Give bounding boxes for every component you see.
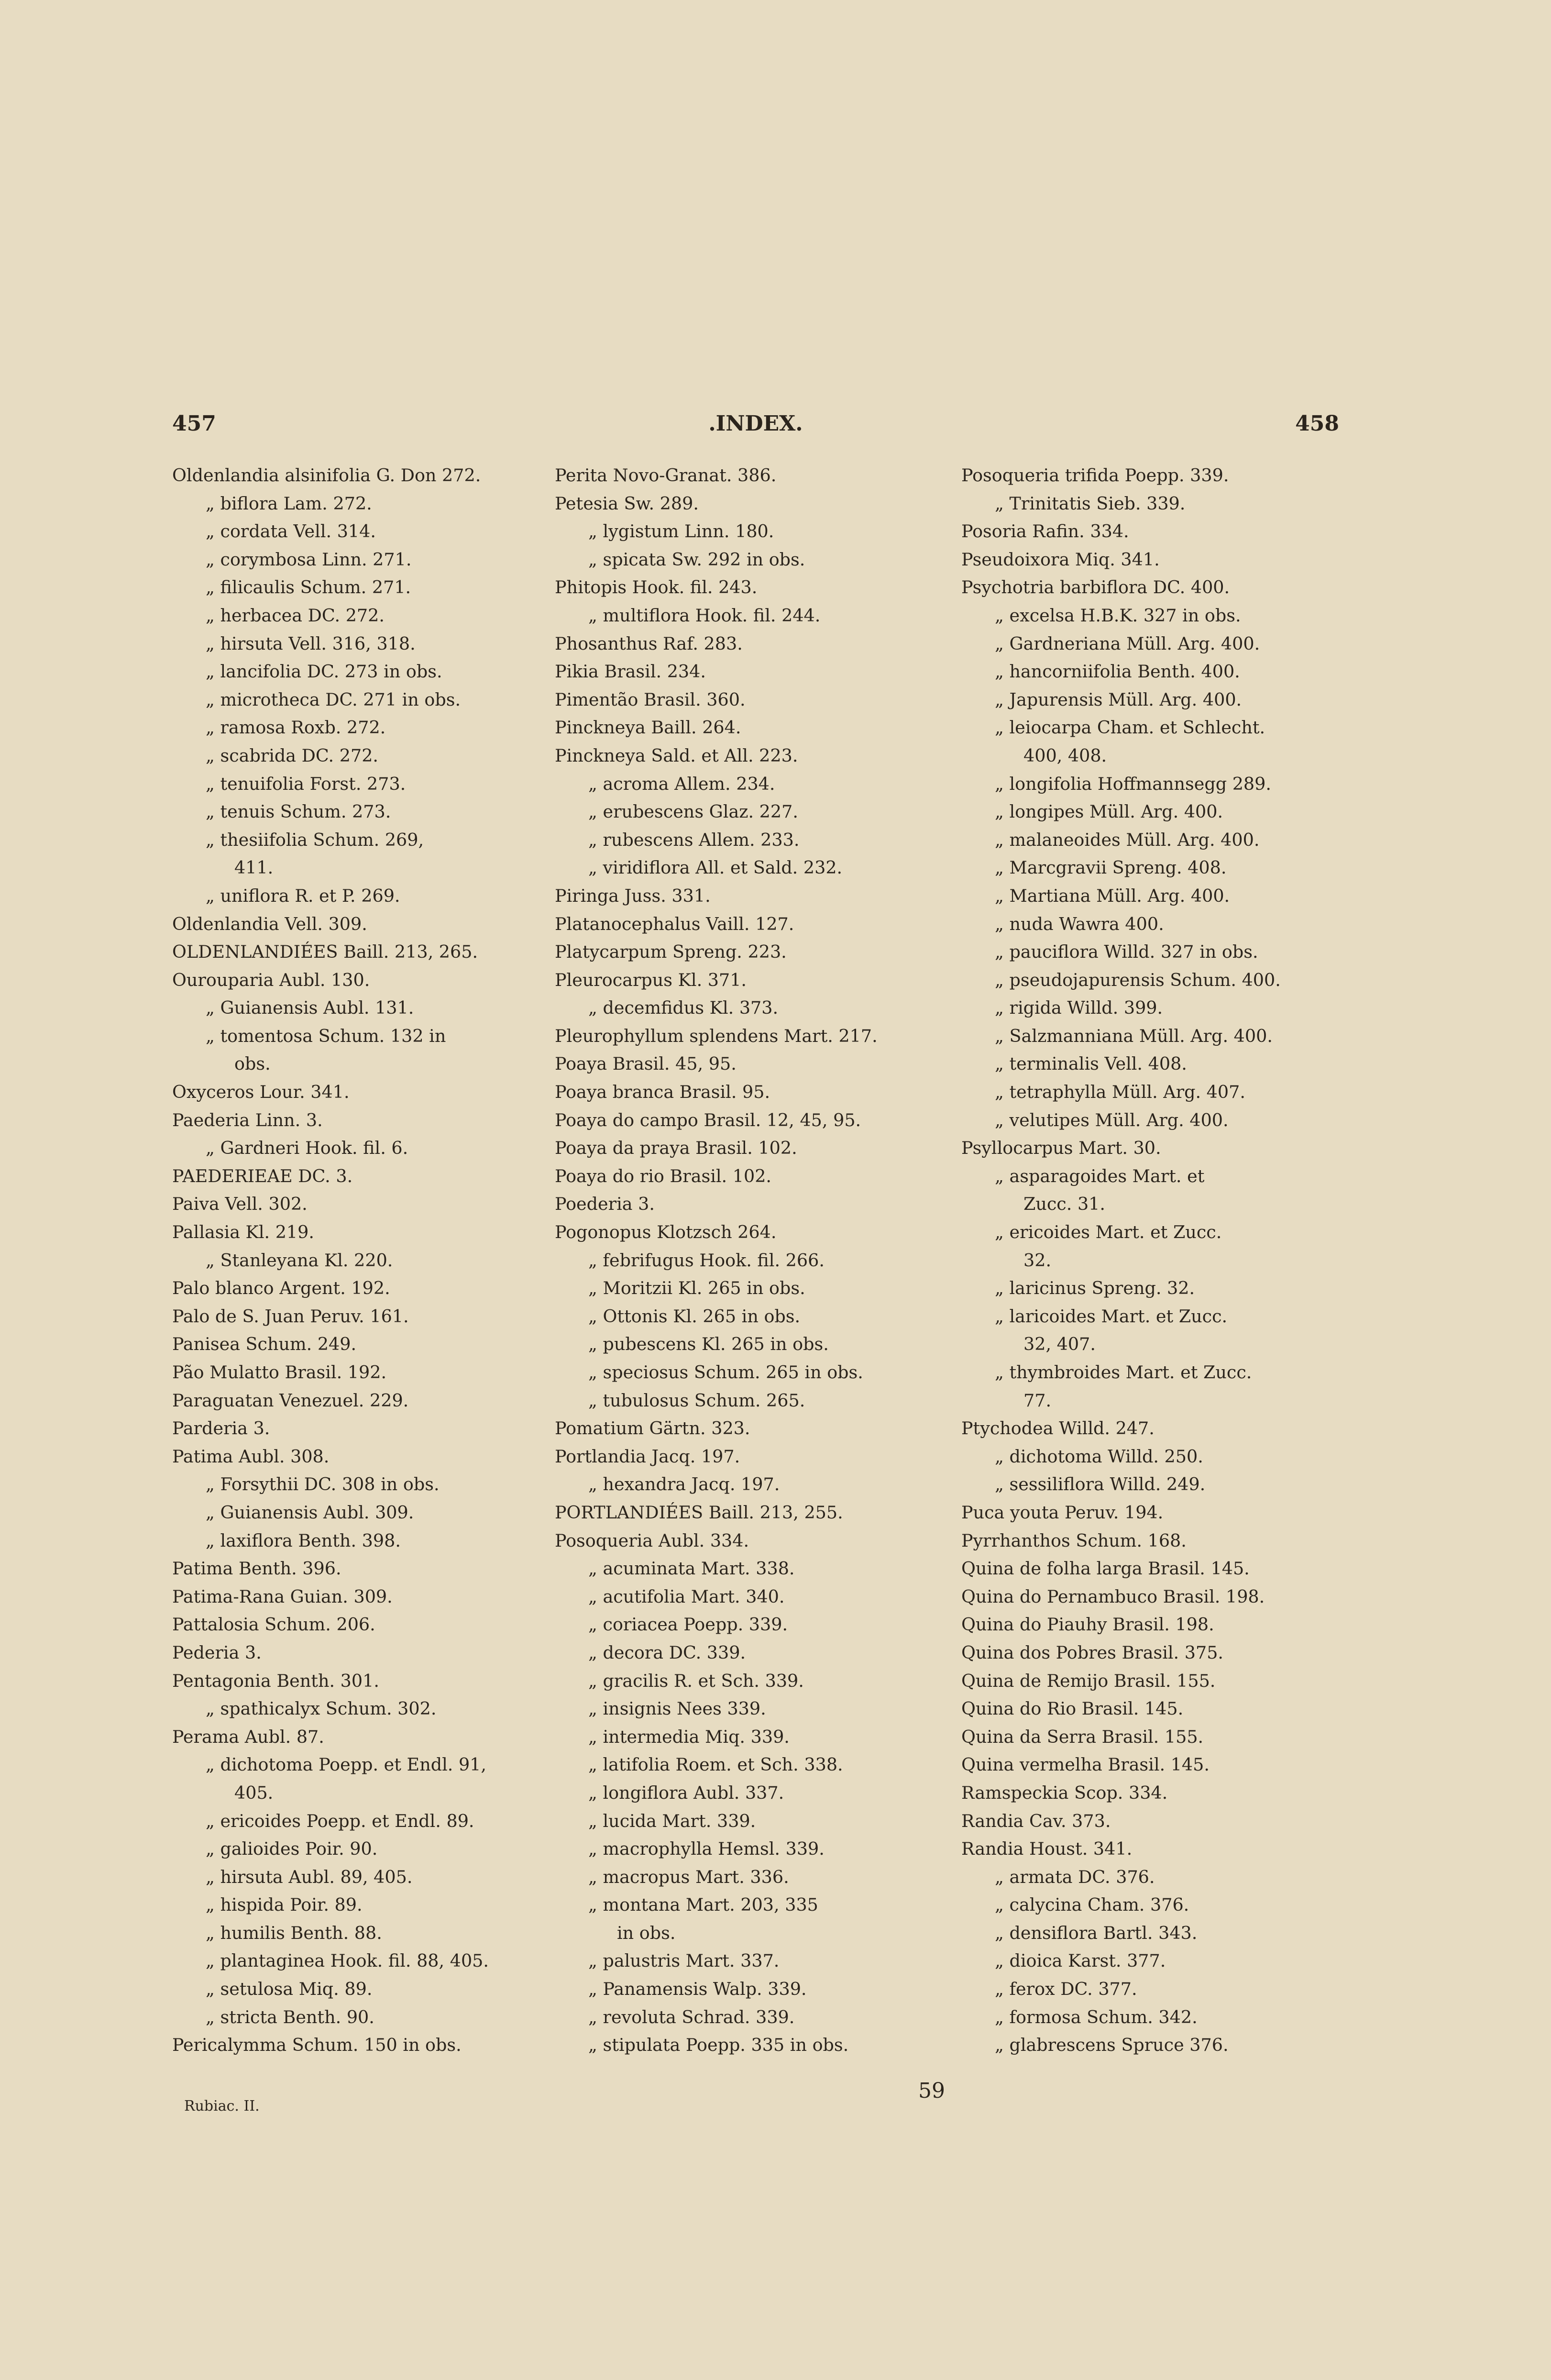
index-entry: „ multiflora Hook. fil. 244. <box>588 605 821 626</box>
index-entry: Phosanthus Raf. 283. <box>555 633 743 654</box>
index-entry: Quina da Serra Brasil. 155. <box>961 1726 1204 1747</box>
index-entry: Randia Houst. 341. <box>961 1838 1133 1860</box>
left-page-number: 457 <box>172 411 216 436</box>
index-entry: 32, 407. <box>1023 1334 1096 1355</box>
index-entry: „ lygistum Linn. 180. <box>588 521 774 542</box>
index-entry: „ scabrida DC. 272. <box>206 745 379 766</box>
index-entry: „ microtheca DC. 271 in obs. <box>206 689 461 710</box>
index-entry: „ Salzmanniana Müll. Arg. 400. <box>995 1025 1273 1046</box>
index-entry: Pederia 3. <box>172 1642 262 1663</box>
index-entry: obs. <box>234 1053 271 1074</box>
index-entry: „ spicata Sw. 292 in obs. <box>588 549 805 570</box>
index-entry: „ plantaginea Hook. fil. 88, 405. <box>206 1950 489 1971</box>
index-entry: „ montana Mart. 203, 335 <box>588 1894 818 1915</box>
index-entry: „ cordata Vell. 314. <box>206 521 376 542</box>
index-entry: „ thesiifolia Schum. 269, <box>206 829 424 850</box>
index-entry: „ macrophylla Hemsl. 339. <box>588 1838 825 1860</box>
index-entry: „ hancorniifolia Benth. 400. <box>995 661 1240 682</box>
index-entry: „ tomentosa Schum. 132 in <box>206 1025 446 1046</box>
signature-mark: Rubiac. II. <box>184 2098 260 2114</box>
index-entry: Pyrrhanthos Schum. 168. <box>961 1530 1187 1551</box>
index-entry: Pikia Brasil. 234. <box>555 661 706 682</box>
index-entry: „ laricoides Mart. et Zucc. <box>995 1306 1228 1327</box>
index-entry: „ galioides Poir. 90. <box>206 1838 378 1860</box>
index-entry: OLDENLANDIÉES Baill. 213, 265. <box>172 941 478 963</box>
index-entry: Quina dos Pobres Brasil. 375. <box>961 1642 1224 1663</box>
index-entry: „ lucida Mart. 339. <box>588 1810 756 1831</box>
index-entry: „ ramosa Roxb. 272. <box>206 717 386 738</box>
index-entry: Psyllocarpus Mart. 30. <box>961 1138 1161 1159</box>
index-entry: Quina de folha larga Brasil. 145. <box>961 1558 1250 1579</box>
index-entry: „ coriacea Poepp. 339. <box>588 1614 788 1635</box>
index-entry: „ thymbroides Mart. et Zucc. <box>995 1362 1252 1383</box>
index-entry: „ dichotoma Poepp. et Endl. 91, <box>206 1754 486 1775</box>
index-entry: „ ericoides Poepp. et Endl. 89. <box>206 1810 474 1831</box>
index-entry: „ calycina Cham. 376. <box>995 1894 1189 1915</box>
index-entry: Ourouparia Aubl. 130. <box>172 969 370 990</box>
index-column-3 <box>961 462 1344 2059</box>
index-entry: „ Stanleyana Kl. 220. <box>206 1250 393 1271</box>
index-entry: „ intermedia Miq. 339. <box>588 1726 790 1747</box>
index-entry: Pseudoixora Miq. 341. <box>961 549 1160 570</box>
index-entry: Pattalosia Schum. 206. <box>172 1614 375 1635</box>
index-entry: Poaya Brasil. 45, 95. <box>555 1053 737 1074</box>
index-entry: Panisea Schum. 249. <box>172 1334 357 1355</box>
index-entry: „ longiflora Aubl. 337. <box>588 1782 784 1803</box>
index-entry: „ pauciflora Willd. 327 in obs. <box>995 941 1258 963</box>
index-entry: Poaya branca Brasil. 95. <box>555 1082 770 1103</box>
index-entry: „ rubescens Allem. 233. <box>588 829 800 850</box>
index-entry: Zucc. 31. <box>1023 1194 1106 1215</box>
index-entry: Paraguatan Venezuel. 229. <box>172 1390 409 1411</box>
index-entry: Randia Cav. 373. <box>961 1810 1111 1831</box>
index-entry: Pão Mulatto Brasil. 192. <box>172 1362 387 1383</box>
index-entry: Portlandia Jacq. 197. <box>555 1446 740 1467</box>
index-entry: 77. <box>1023 1390 1052 1411</box>
index-entry: „ latifolia Roem. et Sch. 338. <box>588 1754 843 1775</box>
index-entry: „ longipes Müll. Arg. 400. <box>995 801 1223 822</box>
index-entry: „ Moritzii Kl. 265 in obs. <box>588 1278 805 1299</box>
page-title: .INDEX. <box>708 411 803 436</box>
index-entry: „ palustris Mart. 337. <box>588 1950 780 1971</box>
index-entry: „ Gardneriana Müll. Arg. 400. <box>995 633 1260 654</box>
index-entry: Pericalymma Schum. 150 in obs. <box>172 2035 462 2056</box>
index-entry: „ stricta Benth. 90. <box>206 2006 374 2027</box>
index-entry: „ acutifolia Mart. 340. <box>588 1586 785 1607</box>
index-entry: „ tetraphylla Müll. Arg. 407. <box>995 1082 1245 1103</box>
index-entry: „ excelsa H.B.K. 327 in obs. <box>995 605 1241 626</box>
index-entry: „ corymbosa Linn. 271. <box>206 549 412 570</box>
index-entry: „ Forsythii DC. 308 in obs. <box>206 1474 440 1495</box>
index-entry: „ rigida Willd. 399. <box>995 997 1163 1018</box>
index-entry: „ pubescens Kl. 265 in obs. <box>588 1334 829 1355</box>
page-header <box>172 411 1339 445</box>
index-entry: 405. <box>234 1782 274 1803</box>
index-entry: in obs. <box>617 1922 676 1943</box>
index-entry: Quina de Remijo Brasil. 155. <box>961 1670 1216 1691</box>
index-entry: Piringa Juss. 331. <box>555 885 711 906</box>
index-entry: „ densiflora Bartl. 343. <box>995 1922 1198 1943</box>
index-entry: Quina do Piauhy Brasil. 198. <box>961 1614 1214 1635</box>
index-entry: Puca youta Peruv. 194. <box>961 1502 1164 1523</box>
index-entry: „ terminalis Vell. 408. <box>995 1053 1187 1074</box>
index-entry: Perama Aubl. 87. <box>172 1726 324 1747</box>
index-entry: Poederia 3. <box>555 1194 655 1215</box>
index-entry: Pleurocarpus Kl. 371. <box>555 969 747 990</box>
index-entry: „ Trinitatis Sieb. 339. <box>995 493 1186 514</box>
index-entry: „ ericoides Mart. et Zucc. <box>995 1222 1222 1243</box>
index-entry: „ tubulosus Schum. 265. <box>588 1390 805 1411</box>
index-entry: „ humilis Benth. 88. <box>206 1922 382 1943</box>
index-entry: Posoria Rafin. 334. <box>961 521 1129 542</box>
index-entry: „ macropus Mart. 336. <box>588 1866 789 1887</box>
index-entry: „ hirsuta Aubl. 89, 405. <box>206 1866 413 1887</box>
index-entry: „ Gardneri Hook. fil. 6. <box>206 1138 408 1159</box>
index-entry: „ armata DC. 376. <box>995 1866 1155 1887</box>
index-entry: „ sessiliflora Willd. 249. <box>995 1474 1206 1495</box>
index-entry: „ formosa Schum. 342. <box>995 2006 1198 2027</box>
index-entry: Phitopis Hook. fil. 243. <box>555 577 758 598</box>
index-entry: Perita Novo-Granat. 386. <box>555 465 777 486</box>
index-entry: „ pseudojapurensis Schum. 400. <box>995 969 1281 990</box>
index-entry: „ speciosus Schum. 265 in obs. <box>588 1362 863 1383</box>
index-entry: „ lancifolia DC. 273 in obs. <box>206 661 442 682</box>
index-entry: „ hirsuta Vell. 316, 318. <box>206 633 416 654</box>
index-entry: Poaya do rio Brasil. 102. <box>555 1165 772 1186</box>
index-entry: „ herbacea DC. 272. <box>206 605 385 626</box>
sheet-number: 59 <box>918 2079 945 2103</box>
index-entry: „ decora DC. 339. <box>588 1642 746 1663</box>
index-entry: „ erubescens Glaz. 227. <box>588 801 798 822</box>
index-entry: „ malaneoides Müll. Arg. 400. <box>995 829 1260 850</box>
index-entry: PORTLANDIÉES Baill. 213, 255. <box>555 1502 843 1523</box>
index-entry: „ Panamensis Walp. 339. <box>588 1979 807 2000</box>
index-entry: Paiva Vell. 302. <box>172 1194 308 1215</box>
index-entry: „ insignis Nees 339. <box>588 1698 766 1719</box>
index-entry: „ velutipes Müll. Arg. 400. <box>995 1109 1229 1130</box>
index-entry: Quina vermelha Brasil. 145. <box>961 1754 1210 1775</box>
right-page-number: 458 <box>1295 411 1339 436</box>
index-entry: Oxyceros Lour. 341. <box>172 1082 350 1103</box>
index-entry: „ Guianensis Aubl. 131. <box>206 997 414 1018</box>
index-entry: Petesia Sw. 289. <box>555 493 699 514</box>
index-entry: Poaya da praya Brasil. 102. <box>555 1138 797 1159</box>
index-column-2 <box>555 462 952 2059</box>
index-entry: Quina do Rio Brasil. 145. <box>961 1698 1184 1719</box>
index-entry: Parderia 3. <box>172 1418 270 1439</box>
index-entry: „ Martiana Müll. Arg. 400. <box>995 885 1230 906</box>
index-entry: „ Ottonis Kl. 265 in obs. <box>588 1306 801 1327</box>
index-entry: „ gracilis R. et Sch. 339. <box>588 1670 804 1691</box>
index-entry: Poaya do campo Brasil. 12, 45, 95. <box>555 1109 861 1130</box>
index-entry: „ dichotoma Willd. 250. <box>995 1446 1203 1467</box>
index-entry: „ longifolia Hoffmannsegg 289. <box>995 773 1271 794</box>
index-entry: Pimentão Brasil. 360. <box>555 689 746 710</box>
index-entry: „ decemfidus Kl. 373. <box>588 997 779 1018</box>
index-entry: Patima Benth. 396. <box>172 1558 341 1579</box>
index-entry: PAEDERIEAE DC. 3. <box>172 1165 353 1186</box>
index-entry: „ spathicalyx Schum. 302. <box>206 1698 437 1719</box>
index-entry: „ dioica Karst. 377. <box>995 1950 1166 1971</box>
index-entry: „ ferox DC. 377. <box>995 1979 1137 2000</box>
index-entry: „ uniflora R. et P. 269. <box>206 885 400 906</box>
index-entry: „ leiocarpa Cham. et Schlecht. <box>995 717 1265 738</box>
index-entry: Psychotria barbiflora DC. 400. <box>961 577 1230 598</box>
index-entry: „ viridiflora All. et Sald. 232. <box>588 857 843 878</box>
index-entry: „ asparagoides Mart. et <box>995 1165 1205 1186</box>
index-entry: „ biflora Lam. 272. <box>206 493 372 514</box>
index-entry: „ stipulata Poepp. 335 in obs. <box>588 2035 849 2056</box>
index-entry: „ tenuis Schum. 273. <box>206 801 391 822</box>
index-entry: „ glabrescens Spruce 376. <box>995 2035 1229 2056</box>
index-entry: 32. <box>1023 1250 1052 1271</box>
index-entry: Pentagonia Benth. 301. <box>172 1670 379 1691</box>
index-entry: Patima-Rana Guian. 309. <box>172 1586 393 1607</box>
index-entry: „ tenuifolia Forst. 273. <box>206 773 406 794</box>
index-entry: „ Japurensis Müll. Arg. 400. <box>995 689 1242 710</box>
index-entry: 400, 408. <box>1023 745 1107 766</box>
index-column-1 <box>172 462 545 2059</box>
index-entry: „ setulosa Miq. 89. <box>206 1979 373 2000</box>
index-entry: Posoqueria trifida Poepp. 339. <box>961 465 1229 486</box>
index-entry: „ hispida Poir. 89. <box>206 1894 363 1915</box>
index-entry: Quina do Pernambuco Brasil. 198. <box>961 1586 1265 1607</box>
index-entry: Pogonopus Klotzsch 264. <box>555 1222 777 1243</box>
index-entry: Pinckneya Sald. et All. 223. <box>555 745 798 766</box>
index-entry: „ acroma Allem. 234. <box>588 773 775 794</box>
index-entry: Pallasia Kl. 219. <box>172 1222 314 1243</box>
index-entry: 411. <box>234 857 274 878</box>
index-entry: „ filicaulis Schum. 271. <box>206 577 411 598</box>
index-entry: Patima Aubl. 308. <box>172 1446 330 1467</box>
index-entry: „ acuminata Mart. 338. <box>588 1558 795 1579</box>
index-entry: „ laricinus Spreng. 32. <box>995 1278 1195 1299</box>
index-entry: „ revoluta Schrad. 339. <box>588 2006 795 2027</box>
index-entry: „ febrifugus Hook. fil. 266. <box>588 1250 825 1271</box>
index-entry: Platycarpum Spreng. 223. <box>555 941 787 963</box>
index-entry: „ Marcgravii Spreng. 408. <box>995 857 1227 878</box>
index-entry: Pleurophyllum splendens Mart. 217. <box>555 1025 878 1046</box>
index-entry: Oldenlandia alsinifolia G. Don 272. <box>172 465 481 486</box>
index-entry: Ptychodea Willd. 247. <box>961 1418 1155 1439</box>
index-entry: „ nuda Wawra 400. <box>995 913 1164 934</box>
index-entry: Paederia Linn. 3. <box>172 1109 323 1130</box>
index-entry: Pinckneya Baill. 264. <box>555 717 741 738</box>
index-entry: Palo de S. Juan Peruv. 161. <box>172 1306 409 1327</box>
index-entry: „ hexandra Jacq. 197. <box>588 1474 780 1495</box>
index-entry: Pomatium Gärtn. 323. <box>555 1418 750 1439</box>
index-entry: Ramspeckia Scop. 334. <box>961 1782 1168 1803</box>
index-entry: „ Guianensis Aubl. 309. <box>206 1502 414 1523</box>
index-entry: Posoqueria Aubl. 334. <box>555 1530 749 1551</box>
index-entry: Palo blanco Argent. 192. <box>172 1278 390 1299</box>
index-entry: Oldenlandia Vell. 309. <box>172 913 367 934</box>
index-entry: „ laxiflora Benth. 398. <box>206 1530 401 1551</box>
index-entry: Platanocephalus Vaill. 127. <box>555 913 794 934</box>
